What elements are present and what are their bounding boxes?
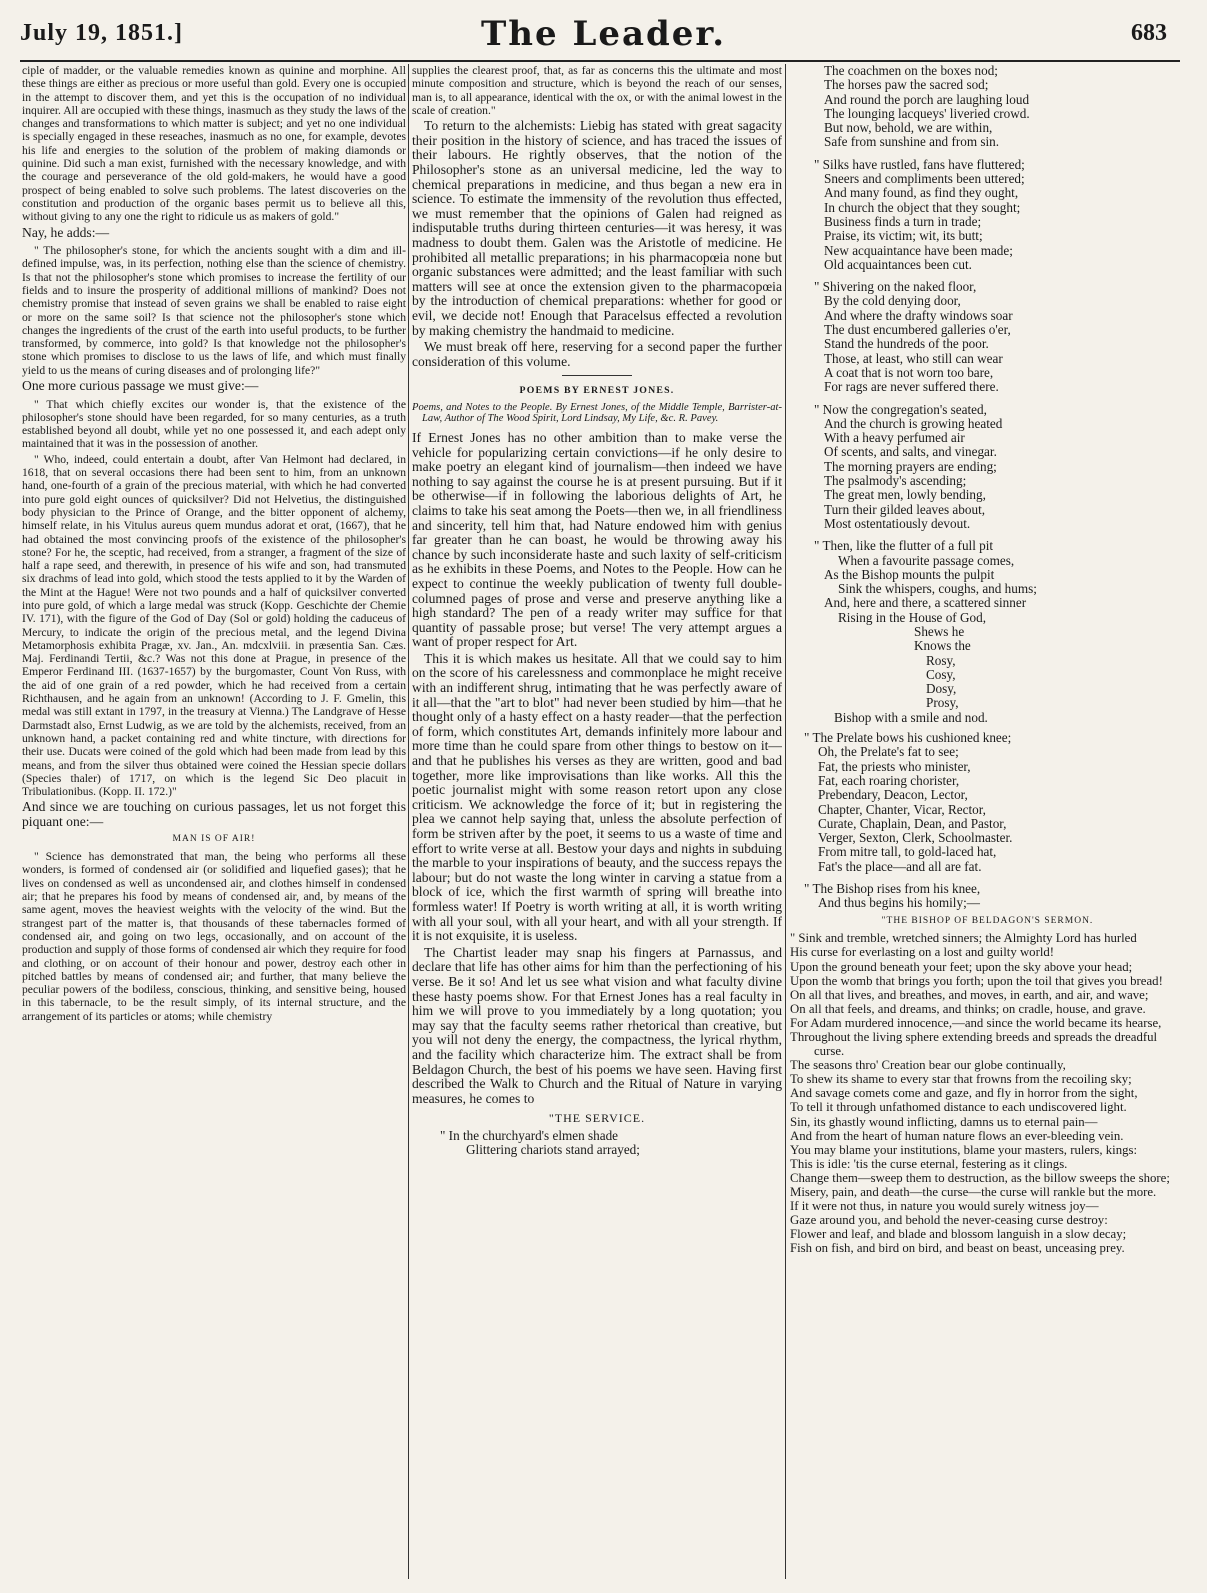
column-2 — [412, 64, 782, 1584]
poem-line: And thus begins his homily;— — [818, 895, 980, 911]
poem-section-title: "THE SERVICE. — [548, 1111, 646, 1126]
paragraph: If Ernest Jones has no other ambition than to make verse the vehicle for popularizing certain convictions—if he only desire to make poetry an elegant kind of journalism—then indeed we have nothing to say against the course he is at present pursuing. But if it be otherwise—if in following the laborious delights of Art, he claims to take his seat among the Poets—then we, in all friendliness and sincerity, tell him that, had Nature endowed him with genius far greater than he can boast, he would be throwing away his chance by such inconsiderate haste and such laxity of self-criticism as he exhibits in these Poems, and Notes to the People. How can he expect to continue the weekly publication of twenty full double-columned pages of prose and verse and preserve anything like a high standard? The pen of a ready writer may suffice for that quantity of passable prose; but verse! The very attempt argues a want of proper respect for Art. — [412, 429, 782, 650]
quote-paragraph: " Who, indeed, could entertain a doubt, after Van Helmont had declared, in 1618, that on several occasions there had been sent to him, from an unknown hand, one-fourth of a grain of the precious material, with which he had converted into pure gold eight ounces of quicksilver? Did not Helvetius, the distinguished body physician to the Prince of Orange, and the bitter opponent of alchemy, himself relate, in his Vitulus aureus quem mundus adorat et orat, (1667), that he had obtained the most convincing proofs of the existence of the philosopher's stone? For he, the sceptic, had received, from a stranger, a fragment of the size of half a rape seed, and therewith, in presence of his wife and son, had transmuted six drachms of lead into gold, which stood the tests applied to it by the Warden of the Mint at the Hague! Were not two pounds and a half of quicksilver converted into pure gold, of which a large medal was struck (Kopp. Geschichte der Chemie IV. 171), with the figure of the God of Day (Sol or gold) holding the caduceus of Mercury, to indicate the origin of the precious metal, and the legend Divina Metamorphosis exhibita Pragæ, xv. Jan., An. mdcxlviii. in præsentia San. Cæs. Maj. Ferdinandi Tertii, &c.? Was not this done at Prague, in presence of the Emperor Ferdinand III. (1637-1657) by the burgomaster, Count Von Russ, with the aid of one grain of a red powder, which he had received from a certain Richthausen, and he again from an unknown! (According to J. F. Gmelin, this medal was still extant in 1797, in the treasury at Vienna.) The Landgrave of Hesse Darmstadt also, Ernst Ludwig, as we are told by the alchemists, received, from an unknown hand, a packet containing red and white tincture, with directions for their use. Ducats were coined of the gold which had been made from lead by this means, and from the silver thus obtained were coined the Hessian specie dollars (Species thaler) of 1717, on which is the legend Sic Deo placuit in Tribulationibus. (Kopp. II. 172.)" — [22, 452, 406, 799]
poem-line: In church the object that they sought; — [824, 199, 1021, 215]
poem-line: New acquaintance have been made; — [824, 242, 1013, 258]
poem-line: And round the porch are laughing loud — [824, 91, 1030, 107]
poem-line: His curse for everlasting on a lost and guilty world! — [790, 945, 1055, 960]
stanza-3 — [790, 280, 1185, 394]
poem-line: The dust encumbered galleries o'er, — [824, 322, 1011, 338]
poem-line: From mitre tall, to gold-laced hat, — [818, 844, 997, 860]
poem-line: On all that feels, and dreams, and thinks; on cradle, house, and grave. — [790, 1001, 1146, 1016]
poem-line: " Sink and tremble, wretched sinners; the Almighty Lord has hurled — [790, 931, 1137, 946]
poem-line: Safe from sunshine and from sin. — [824, 134, 1000, 150]
poem-line: Rosy, — [926, 652, 956, 668]
poem-line: The coachmen on the boxes nod; — [824, 64, 998, 78]
poem-line: And from the heart of human nature flows an ever-bleeding vein. — [790, 1128, 1124, 1143]
stanza-2 — [790, 158, 1185, 272]
poem-line: " In the churchyard's elmen shade — [440, 1128, 619, 1143]
poem-line: A coat that is not worn too bare, — [824, 364, 994, 380]
poem-line: If it were not thus, in nature you would surely witness joy— — [790, 1199, 1099, 1214]
poem-line: The seasons thro' Creation bear our globe continually, — [790, 1058, 1066, 1073]
column-divider — [408, 64, 409, 1579]
poem-line: Turn their gilded leaves about, — [824, 501, 986, 517]
poem-line: For rags are never suffered there. — [824, 379, 999, 395]
stanza-7 — [790, 882, 1185, 911]
poem-line: On all that lives, and breathes, and moves, in earth, and air, and wave; — [790, 987, 1149, 1002]
poem-line: The psalmody's ascending; — [824, 473, 967, 489]
section-rule — [562, 375, 632, 376]
paragraph: One more curious passage we must give:— — [22, 378, 259, 394]
poem-line: Fat, the priests who minister, — [818, 758, 971, 774]
poem-line: " The Prelate bows his cushioned knee; — [804, 730, 1012, 746]
poem-line: And savage comets come and gaze, and fly in horror from the sight, — [790, 1086, 1138, 1101]
poem-line: Gaze around you, and behold the never-ceasing curse destroy: — [790, 1213, 1108, 1228]
poem-line: " Now the congregation's seated, — [814, 401, 987, 417]
poem-line: As the Bishop mounts the pulpit — [824, 566, 995, 582]
poem-line: Glittering chariots stand arrayed; — [466, 1142, 640, 1158]
poem-line: Prebendary, Deacon, Lector, — [818, 787, 968, 803]
poem-line: And the church is growing heated — [824, 415, 1003, 431]
poem-line: When a favourite passage comes, — [838, 552, 1015, 568]
poem-line: Curate, Chaplain, Dean, and Pastor, — [818, 815, 1007, 831]
poem-line: Praise, its victim; wit, its butt; — [824, 228, 983, 244]
poem-line: Chapter, Chanter, Vicar, Rector, — [818, 801, 986, 817]
poem-line: The horses paw the sacred sod; — [824, 77, 989, 93]
poem-line: Fish on fish, and bird on bird, and beast on beast, unceasing prey. — [790, 1241, 1125, 1256]
poem-line: " The Bishop rises from his knee, — [804, 881, 981, 897]
poem-line: Old acquaintances been cut. — [824, 256, 972, 272]
poem-line: Throughout the living sphere extending breeds and spreads the dreadful curse. — [790, 1029, 1158, 1059]
poem-line: Sink the whispers, coughs, and hums; — [838, 581, 1037, 597]
quote-paragraph: " Science has demonstrated that man, the being who performs all these wonders, is formed of condensed air (or solidified and liquefied gases); that he lives on condensed as well as uncondensed air, and clothes himself in condensed air; that he prepares his food by means of condensed air, and, by means of the same agent, moves the heaviest weights with the velocity of the wind. But the strangest part of the matter is, that thousands of these tabernacles formed of condensed air, and going on two legs, occasionally, and on account of the production and supply of those forms of condensed air which they require for food and clothing, or on account of their honour and power, destroy each other in pitched battles by means of condensed air; and further, that many believe the peculiar powers of the bodiless, conscious, thinking, and sensitive being, housed in this tabernacle, to be the result simply, of its internal structure, and the arrangement of its particles or atoms; while chemistry — [22, 850, 406, 1023]
poem-line: To shew its shame to every star that frowns from the recoiling sky; — [790, 1072, 1132, 1087]
poem-line: Bishop with a smile and nod. — [834, 709, 988, 725]
poem-line: And where the drafty windows soar — [824, 307, 1013, 323]
poem-line: Change them—sweep them to destruction, as the billow sweeps the shore; — [790, 1170, 1170, 1185]
poem-line: Upon the womb that brings you forth; upon the toil that gives you bread! — [790, 973, 1163, 988]
poem-line: Flower and leaf, and blade and blossom languish in a slow decay; — [790, 1227, 1127, 1242]
poem-line: By the cold denying door, — [824, 293, 961, 309]
poem-line: Sneers and compliments been uttered; — [824, 171, 1025, 187]
stanza-6 — [790, 731, 1185, 874]
sermon-verse — [790, 931, 1185, 1255]
poem-lines — [412, 1129, 782, 1158]
poem-line: To tell it through unfathomed distance to each undiscovered light. — [790, 1100, 1127, 1115]
poem-line: And many found, as find they ought, — [824, 185, 1019, 201]
poem-line: And, here and there, a scattered sinner — [824, 595, 1027, 611]
masthead — [0, 0, 1207, 60]
poem-line: Fat's the place—and all are fat. — [818, 858, 982, 874]
poem-line: " Shivering on the naked floor, — [814, 279, 977, 295]
poem-line: Misery, pain, and death—the curse—the curse will rankle but the more. — [790, 1185, 1157, 1200]
poem-line: Cosy, — [926, 666, 956, 682]
stanza-1 — [790, 64, 1185, 150]
issue-date: July 19, 1851.] — [20, 20, 184, 46]
poem-line: For Adam murdered innocence,—and since the world became its hearse, — [790, 1015, 1162, 1030]
poem-line: Verger, Sexton, Clerk, Schoolmaster. — [818, 830, 1013, 846]
poem-line: Stand the hundreds of the poor. — [824, 336, 989, 352]
poem-line: Sin, its ghastly wound inflicting, damns us to eternal pain— — [790, 1114, 1098, 1129]
header-rule — [20, 60, 1180, 62]
stanza-4 — [790, 403, 1185, 532]
poem-line: " Silks have rustled, fans have fluttered; — [814, 156, 1025, 172]
poem-line: Most ostentatiously devout. — [824, 515, 971, 531]
paragraph: We must break off here, reserving for a second paper the further consideration of this volume. — [412, 339, 782, 369]
poem-line: The morning prayers are ending; — [824, 458, 997, 474]
poem-line: This is idle: 'tis the curse eternal, festering as it clings. — [790, 1156, 1068, 1171]
poem-line: The great men, lowly bending, — [824, 487, 986, 503]
poem-line: Fat, each roaring chorister, — [818, 772, 960, 788]
review-title: POEMS BY ERNEST JONES. — [519, 385, 675, 397]
poem-line: Oh, the Prelate's fat to see; — [818, 744, 959, 760]
poem-line: Upon the ground beneath your feet; upon the sky above your head; — [790, 959, 1133, 974]
sermon-title: "THE BISHOP OF BELDAGON'S SERMON. — [881, 915, 1094, 926]
poem-line: Business finds a turn in trade; — [824, 213, 982, 229]
poem-line: Knows the — [914, 638, 971, 654]
paragraph: To return to the alchemists: Liebig has stated with great sagacity their position in the history of science, and has traced the issues of their labours. He rightly observes, that the notion of the Philosopher's stone as an universal medicine, led the way to chemical preparations in medicine, and thus began a new era in science. To estimate the immensity of the revolution thus effected, we must remember that the opinions of Galen had reigned as indisputable truths during thirteen centuries—it was heresy, it was madness to doubt them. Galen was the Aristotle of medicine. He prohibited all metallic preparations; in his pharmacopœia none but organic substances were admitted; and the least familiar with such matters will see at once the extension given to the pharmacopœia by the introduction of chemical preparations: whether for good or evil, we decide not! Enough that Paracelsus effected a revolution by making chemistry the handmaid to medicine. — [412, 118, 782, 338]
poem-line: With a heavy perfumed air — [824, 430, 965, 446]
poem-line: Of scents, and salts, and vinegar. — [824, 444, 997, 460]
page-number: 683 — [1131, 20, 1167, 46]
column-3 — [790, 64, 1185, 1584]
newspaper-title: The Leader. — [480, 14, 727, 54]
paragraph: The Chartist leader may snap his fingers at Parnassus, and declare that life has other aims for him than the perfectioning of his verse. Be it so! And let us see what vision and what faculty divine these hasty poems show. For that Ernest Jones has a real faculty in him we will prove to you immediately by a long quotation; you may say that the faculty seems rather rhetorical than creative, but you will not deny the energy, the compactness, the lyrical rhythm, and the facility which characterize him. The extract shall be from Beldagon Church, the best of his poems we have seen. Having first described the Walk to Church and the Ritual of Nature in varying measures, he comes to — [412, 944, 782, 1106]
poem-line: But now, behold, we are within, — [824, 120, 993, 136]
poem-line: Rising in the House of God, — [838, 609, 986, 625]
poem-line: Shews he — [914, 623, 965, 639]
quote-paragraph: supplies the clearest proof, that, as far as concerns this the ultimate and most minute composition and structure, which is beyond the reach of our senses, man is, to all appearance, identical with the ox, or with the animal lowest in the scale of creation." — [412, 64, 782, 117]
quote-paragraph: " That which chiefly excites our wonder is, that the existence of the philosopher's stone should have been regarded, for so many centuries, as a truth established beyond all doubt, while yet no one possessed it, and each adept only maintained that it was in the possession of another. — [22, 397, 406, 451]
quote-paragraph: " The philosopher's stone, for which the ancients sought with a dim and ill-defined impulse, was, in its perfection, nothing else than the science of chemistry. Is that not the philosopher's stone which promises to increase the fertility of our fields and to insure the prosperity of additional millions of mankind? Does not chemistry promise that instead of seven grains we shall be enabled to raise eight or more on the same soil? Is that science not the philosopher's stone which changes the ingredients of the crust of the earth into useful products, to be further transformed, by commerce, into gold? Is that knowledge not the philosopher's stone which promises to disclose to us the laws of life, and which must finally yield to us the means of curing diseases and of prolonging life?" — [22, 244, 406, 377]
poem-line: Those, at least, who still can wear — [824, 350, 1003, 366]
subheading: MAN IS OF AIR! — [172, 834, 256, 845]
poem-line: The lounging lacqueys' liveried crowd. — [824, 105, 1030, 121]
column-1 — [22, 64, 406, 1584]
bibliographic-note: Poems, and Notes to the People. By Ernest Jones, of the Middle Temple, Barrister-at-Law, Author of The Wood Spirit, Lord Lindsay, My Life, &c. R. Pavey. — [412, 401, 782, 425]
stanza-5 — [790, 539, 1185, 725]
poem-line: Dosy, — [926, 681, 957, 697]
poem-line: Prosy, — [926, 695, 959, 711]
poem-line: You may blame your institutions, blame your masters, rulers, kings: — [790, 1142, 1138, 1157]
paragraph: And since we are touching on curious passages, let us not forget this piquant one:— — [22, 799, 406, 829]
paragraph: This it is which makes us hesitate. All that we could say to him on the score of his carelessness and commonplace he might receive with an indifferent shrug, intimating that he was perfectly aware of it all—that the "art to blot" had never been studied by him—that he thought only of a hasty effect on a hasty reader—that the perfection of form, which constitutes Art, demands infinitely more labour and more time than he could spare from other things to bestow on it—and that he publishes his verses as they are written, good and bad together, more like improvisations than like works. All this the poetic journalist might with some reason retort upon any close criticism. We acknowledge the force of it; but in registering the plea we cannot help saying that, unless the absolute perfection of form be striven after by the poet, it seems to us a waste of time and effort to write verse at all. Bestow your days and nights in subduing the marble to your inspirations of beauty, and the success repays the labour; but do not waste the long winter in carving a statue from a block of ice, which the first warmth of spring will breathe into formless water! If Poetry is worth writing at all, it is worth writing with all your soul, with all your heart, and with all your strength. If it is not exquisite, it is useless. — [412, 650, 782, 944]
poem-line: " Then, like the flutter of a full pit — [814, 538, 994, 554]
column-divider — [785, 64, 786, 1579]
quote-paragraph: ciple of madder, or the valuable remedies known as quinine and morphine. All these things are either as precious or more useful than gold. Every one is occupied in the attempt to discover them, and yet this is the occupation of no individual inquirer. All are occupied with these things, inasmuch as they study the laws of the changes and transformations to which matter is subject; and yet no one individual is specially engaged in these reseaches, inasmuch as no one, for example, devotes his life and energies to the solution of the problem of making diamonds or quinine. Did such a man exist, furnished with the necessary knowledge, and with the courage and perseverance of the old gold-makers, he would have a good prospect of being enabled to solve such problems. The latest discoveries on the constitution and production of the organic bases permit us to believe all this, without giving to any one the right to ridicule us as makers of gold." — [22, 64, 406, 224]
paragraph: Nay, he adds:— — [22, 224, 110, 240]
